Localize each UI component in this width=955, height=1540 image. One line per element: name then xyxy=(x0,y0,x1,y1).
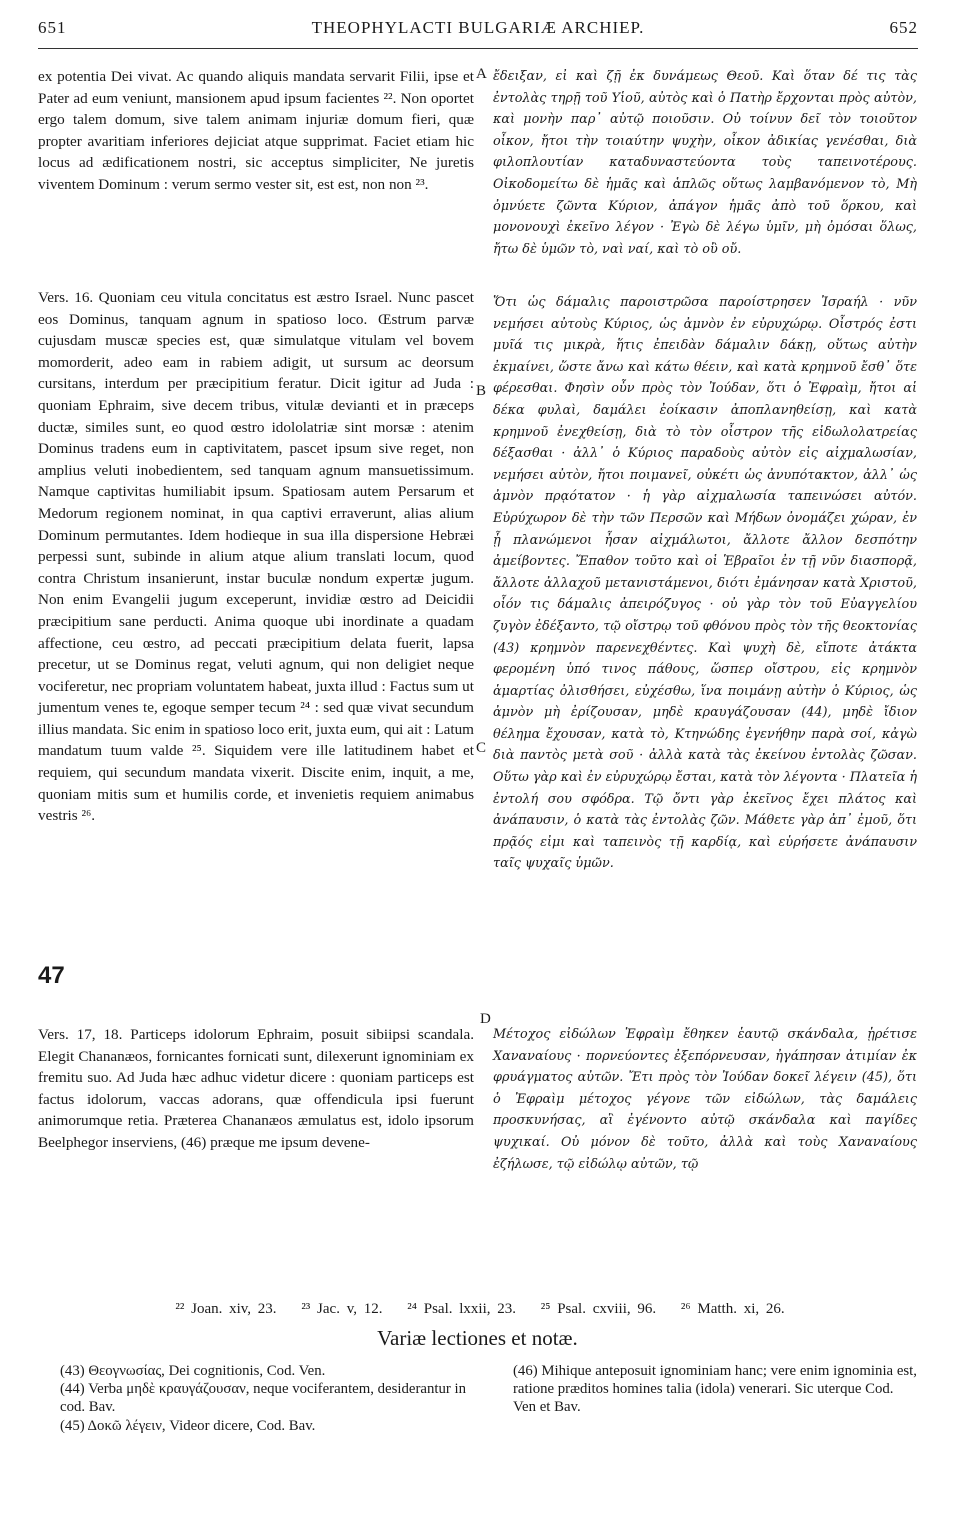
greek-column-block-3 xyxy=(493,1024,917,1274)
scripture-references xyxy=(50,1301,910,1318)
latin-paragraph: Vers. 17, 18. Particeps idolorum Ephraim, posuit sibiipsi scandala. Elegit Chananæos, fornicantes fornicati sunt, dilexerunt ignominiam ex fremitu suo. Ad Juda hæc adhuc videtur dicere : quoniam particeps est factus idolorum, vaccas adorans, quæ offendicula ipsi fuerunt animorumque retia. Præterea Chananæos æmulatus est, idolo ipsorum Beelphegor inserviens, (46) præque me ipsum devene- xyxy=(38,1026,474,1151)
variant-note: (46) Mihique anteposuit ignominiam hanc; vere enim ignominia est, ratione præditos homines talia (idola) venerari. Sic uterque Cod. Ven et Bav. xyxy=(513,1363,917,1416)
greek-column-block-2 xyxy=(493,292,917,992)
greek-column-block-1 xyxy=(493,66,917,288)
variae-lectiones-title: Variæ lectiones et notæ. xyxy=(377,1326,578,1350)
running-title: THEOPHYLACTI BULGARIÆ ARCHIEP. xyxy=(311,18,645,37)
column-number: 47 xyxy=(38,962,65,989)
page-number-left: 651 xyxy=(38,18,67,37)
page-header xyxy=(38,18,918,42)
latin-column-block-2 xyxy=(38,287,474,1007)
scripture-ref: ²⁶ Matth. xi, 26. xyxy=(680,1301,785,1317)
variant-note: (45) Δοκῶ λέγειν, Videor dicere, Cod. Bav. xyxy=(60,1417,316,1434)
scripture-ref: ²² Joan. xiv, 23. xyxy=(175,1301,277,1317)
scripture-ref: ²³ Jac. v, 12. xyxy=(301,1301,383,1317)
section-marker-c: C xyxy=(476,740,487,756)
notes-right-column xyxy=(513,1362,918,1417)
notes-left-column xyxy=(60,1362,485,1435)
variant-note: (43) Θεογνωσίας, Dei cognitionis, Cod. Ven. xyxy=(60,1363,326,1379)
section-marker-b: B xyxy=(476,383,487,399)
greek-paragraph: Μέτοχος εἰδώλων Ἐφραὶμ ἔθηκεν ἑαυτῷ σκάνδαλα, ᾑρέτισε Χαναναίους · πορνεύοντες ἐξεπόρνευσαν, ἠγάπησαν ἀτιμίαν ἐκ φρυάγματος αὐτῶν. Ἔτι πρὸς τὸν Ἰούδαν δοκεῖ λέγειν (45), ὅτι ὁ Ἐφραὶμ μέτοχος γέγονε τῶν εἰδώλων, τὰς δαμάλεις προσκυνήσας, αἳ ἐγένοντο αὐτῷ σκάνδαλα καὶ παγίδες ψυχικαί. Οὐ μόνον δὲ τοῦτο, ἀλλὰ καὶ τοὺς Χαναναίους ἐζήλωσε, τῷ εἰδώλῳ αὐτῶν, τῷ xyxy=(493,1027,917,1172)
section-marker-a: A xyxy=(476,66,487,82)
latin-column-block-1 xyxy=(38,66,474,267)
greek-paragraph: Ὅτι ὡς δάμαλις παροιστρῶσα παροίστρησεν Ἰσραήλ · νῦν νεμήσει αὐτοὺς Κύριος, ὡς ἀμνὸν ἐν εὐρυχώρῳ. Οἶστρός ἐστι μυῖά τις μικρὰ, ἥτις ἐπειδὰν δάμαλιν δάκῃ, οὕτως αὐτὴν ἐκμαίνει, ὥστε ἄνω καὶ κάτω θέειν, καὶ κατὰ κρημνοῦ ἔσθ᾽ ὅτε φέρεσθαι. Φησὶν οὖν πρὸς τὸν Ἰούδαν, ὅτι ὁ Ἐφραὶμ, ἤτοι αἱ δέκα φυλαὶ, δαμάλει ἐοίκασιν ἀποπλανηθείσῃ, καὶ κατὰ κρημνοῦ ἐνεχθείσῃ, διὰ τὸ τὸν οἶστρον τῆς εἰδωλολατρείας δέξασθαι · ἀλλ᾽ ὁ Κύριος παραδοὺς αὐτὸν εἰς αἰχμαλωσίαν, νεμήσει αὐτὸν, ἤτοι ποιμανεῖ, οὐκέτι ὡς ἀνυπότακτον, ἀλλ᾽ ὡς ἀμνὸν πρᾳότατον · ἡ γὰρ αἰχμαλωσία ταπεινώσει αὐτόν. Εὐρύχωρον δὲ τὴν τῶν Περσῶν καὶ Μήδων ὀνομάζει χώραν, ἐν ᾗ πλανώμενοι ἦσαν αἰχμάλωτοι, ἄλλοτε ἄλλον δεσπότην ἀμείβοντες. Ἔπαθον τοῦτο καὶ οἱ Ἑβραῖοι ἐν τῇ νῦν διασπορᾷ, ἄλλοτε ἀλλαχοῦ μετανιστάμενοι, διότι ἐμάνησαν κατὰ Χριστοῦ, οἷόν τις δάμαλις ἀπειρόζυγος · οὐ γὰρ τὸν τοῦ Εὐαγγελίου ζυγὸν ἐδέξαντο, τῷ οἴστρῳ τοῦ φθόνου πρὸς τὸν τῆς θεοκτονίας (43) κρημνὸν παρενεχθέντες. Καὶ ψυχὴ δὲ, εἴποτε ἀτάκτα φερομένη ὑπό τινος πάθους, ὥσπερ οἴστρου, εἰς κρημνὸν ἁμαρτίας ὀλισθήσει, εὐχέσθω, ἵνα ποιμάνῃ αὐτὴν ὁ Κύριος, ὡς ἀμνὸν μὴ ἐρίζουσαν, μηδὲ κραυγάζουσαν (44), μηδὲ ἴδιον θέλημα ἔχουσαν, κατὰ τὸ, Κτηνώδης ἐγενήθην παρὰ σοί, κἀγὼ διὰ παντὸς μετὰ σοῦ · ἀλλὰ κατὰ τὰς ἐκείνου ἐντολὰς ζῶσαν. Οὕτω γὰρ καὶ ἐν εὐρυχώρῳ ἔσται, κατὰ τὸν λέγοντα · Πλατεῖα ἡ ἐντολή σου σφόδρα. Τῷ ὄντι γὰρ ἐκεῖνος ἔχει πλάτος καὶ ἀνάπαυσιν, ὁ κατὰ τὰς ἐντολὰς ζῶν. Μάθετε γὰρ ἀπ᾽ ἐμοῦ, ὅτι πρᾷός εἰμι καὶ ταπεινὸς τῇ καρδίᾳ, καὶ εὑρήσετε ἀνάπαυσιν ταῖς ψυχαῖς ὑμῶν. xyxy=(493,295,917,872)
greek-paragraph: ἔδειξαν, εἰ καὶ ζῇ ἐκ δυνάμεως Θεοῦ. Καὶ ὅταν δέ τις τὰς ἐντολὰς τηρῇ τοῦ Υἱοῦ, αὐτὸς καὶ ὁ Πατὴρ ἔρχονται πρὸς αὐτὸν, καὶ μονὴν παρ᾽ αὐτῷ ποιοῦσιν. Οὐ τοίνυν δεῖ τὸν τοιοῦτον οἶκον, ἤτοι τὴν τοιαύτην ψυχὴν, οἶκον ἀδικίας γενέσθαι, διὰ φιλοπλουτίαν καταδυναστεύοντα τοὺς ταπεινοτέρους. Οἰκοδομείτω δὲ ἡμᾶς καὶ ἁπλῶς οὕτως λαμβανόμενον τὸ, Μὴ ὀμνύετε ζῶντα Κύριον, ἀπάγον ἡμᾶς ἀπὸ τοῦ ὅρκου, καὶ μονονουχὶ ἐκεῖνο λέγον · Ἐγὼ δὲ λέγω ὑμῖν, μὴ ὀμόσαι ὅλως, ἤτω δὲ ὑμῶν τὸ, ναὶ ναί, καὶ τὸ οὒ οὔ. xyxy=(493,69,917,257)
page-number-right: 652 xyxy=(889,18,918,37)
variant-note: (44) Verba μηδὲ κραυγάζουσαν, neque vociferantem, desiderantur in cod. Bav. xyxy=(60,1381,466,1416)
scripture-ref: ²⁴ Psal. lxxii, 23. xyxy=(407,1301,516,1317)
latin-column-block-3 xyxy=(38,1024,474,1274)
header-rule xyxy=(38,48,918,49)
latin-paragraph: Vers. 16. Quoniam ceu vitula concitatus est æstro Israel. Nunc pascet eos Dominus, tanquam agnum in spatioso loco. Œstrum parvæ cujusdam muscæ species est, quæ simulatque vitulam vel bovem momorderit, adeo eam in rabiem adigit, ut sursum ac deorsum cursitans, interdum per præcipitium feratur. Dicit igitur ad Juda : quoniam Ephraim, sive decem tribus, vitulæ devianti et in præceps ductæ, similes sunt, eo quod œstro idololatriæ sint morsæ : atenim Dominus tradens eum in captivitatem, pascet ipsum sive reget, non amplius veluti inobedientem, sed tanquam agnum mansuetissimum. Namque captivitas humiliabit ipsum. Spatiosam autem Persarum et Medorum regionem nominat, in qua captivi erraverunt, alias alium Dominum permutantes. Idem hodieque in sua illa dispersione Hebræi perpessi sunt, subinde in alium atque alium translati locum, quod contra Christum insanierunt, instar buculæ nondum expertæ jugum. Non enim Evangelii jugum exceperunt, invidiæ œstro ad Deicidii præcipitium sane perducti. Anima quoque ubi inordinate a quadam affectione, ceu œstro, ad peccati præcipitium delata fuerit, lapsa precetur, ut se Dominus regat, veluti agnum, qui non deligiet neque vociferetur, nec propriam voluntatem habeat, juxta illud : Factus sum ut jumentum venes te, egoque semper tecum ²⁴ : sed quæ vivat secundum illius mandata. Sic enim in spatioso loco erit, juxta eum, qui ait : Latum mandatum tuum valde ²⁵. Siquidem vere ille latitudinem habet et requiem, qui secundum mandata vixerit. Discite enim, inquit, a me, quoniam mitis sum et humilis corde, et invenietis requiem animabus vestris ²⁶. xyxy=(38,289,474,825)
scripture-ref: ²⁵ Psal. cxviii, 96. xyxy=(540,1301,657,1317)
latin-paragraph: ex potentia Dei vivat. Ac quando aliquis mandata servarit Filii, ipse et Pater ad eum veniunt, mansionem apud ipsum facientes ²². Non oportet ergo talem domum, sive talem animam injuriæ domum fieri, quæ propter avaritiam inferiores dejiciat atque supprimat. Faciet etiam hic locus ad ædificationem nostri, sic acceptus simpliciter, Ne juretis viventem Dominum : verum sermo vester sit, est est, non non ²³. xyxy=(38,68,474,193)
section-marker-d: D xyxy=(480,1011,491,1027)
